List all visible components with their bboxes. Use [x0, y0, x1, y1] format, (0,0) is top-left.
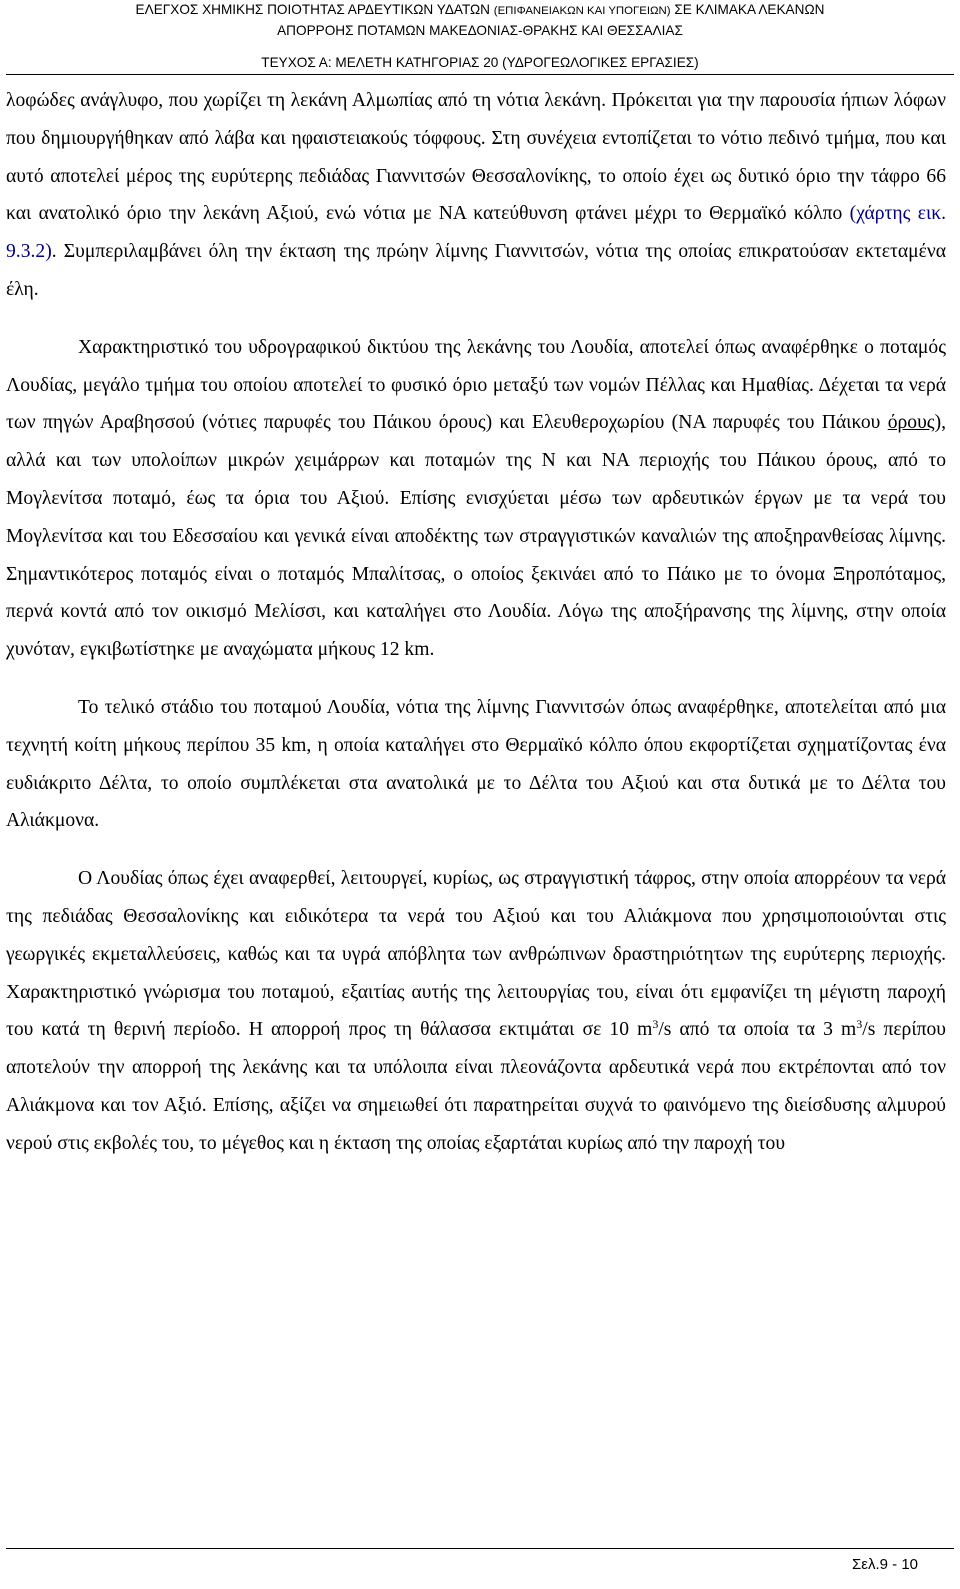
superscript-cubic: 3: [856, 1017, 863, 1032]
document-body: [6, 82, 946, 1163]
header-line-1-main: ΕΛΕΓΧΟΣ ΧΗΜΙΚΗΣ ΠΟΙΟΤΗΤΑΣ ΑΡΔΕΥΤΙΚΩΝ ΥΔΑΤΩΝ: [135, 2, 490, 17]
paragraph-1-text: λοφώδες ανάγλυφο, που χωρίζει τη λεκάνη Αλμωπίας από τη νότια λεκάνη. Πρόκειται για την παρουσία ήπιων λόφων που δημιουργήθηκαν από λάβα και ηφαιστειακούς τόφφους. Στη συνέχεια εντοπίζεται το νότιο πεδινό τμήμα, που και αυτό αποτελεί μέρος της ευρύτερης πεδιάδας Γιαννιτσών Θεσσαλονίκης, το οποίο έχει ως δυτικό όριο την τάφρο 66 και ανατολικό όριο την λεκάνη Αξιού, ενώ νότια με ΝΑ κατεύθυνση φτάνει μέχρι το Θερμαϊκό κόλπο: [6, 90, 946, 225]
map-figure-reference-link[interactable]: (χάρτης εικ. 9.3.2): [6, 203, 946, 263]
paragraph-2-text-end: αλλά και των υπολοίπων μικρών χειμάρρων και ποταμών της Ν και ΝΑ περιοχής του Πάικου όρους, από το Μογλενίτσα ποταμό, έως τα όρια του Αξιού. Επίσης ενισχύεται μέσω των αρδευτικών έργων με τα νερά του Μογλενίτσα και του Εδεσσαίου και γενικά είναι αποδέκτης των στραγγιστικών καναλιών της αποξηρανθείσας λίμνης. Σημαντικότερος ποταμός είναι ο ποταμός Μπαλίτσας, ο οποίος ξεκινάει από το Πάικο με το όνομα Ξηροπόταμος, περνά κοντά από τον οικισμό Μελίσσι, και καταλήγει στο Λουδία. Λόγω της αποξήρανσης της λίμνης, στην οποία χυνόταν, εγκιβωτίστηκε με αναχώματα μήκους 12 km.: [6, 450, 946, 661]
header-line-1: [0, 0, 960, 21]
paragraph-1-text-end: . Συμπεριλαμβάνει όλη την έκταση της πρώην λίμνης Γιαννιτσών, νότια της οποίας επικρατούσαν εκτεταμένα έλη.: [6, 241, 946, 300]
header-line-1-end: ΣΕ ΚΛΙΜΑΚΑ ΛΕΚΑΝΩΝ: [674, 2, 825, 17]
header-line-3: ΤΕΥΧΟΣ Α: ΜΕΛΕΤΗ ΚΑΤΗΓΟΡΙΑΣ 20 (ΥΔΡΟΓΕΩΛΟΓΙΚΕΣ ΕΡΓΑΣΙΕΣ): [261, 55, 699, 70]
header-line-1-subtitle: (ΕΠΙΦΑΝΕΙΑΚΩΝ ΚΑΙ ΥΠΟΓΕΙΩΝ): [493, 5, 671, 17]
header-divider: [6, 74, 954, 75]
paragraph-2: [6, 329, 946, 669]
footer-divider: [6, 1548, 954, 1549]
header-line-2: ΑΠΟΡΡΟΗΣ ΠΟΤΑΜΩΝ ΜΑΚΕΔΟΝΙΑΣ-ΘΡΑΚΗΣ ΚΑΙ ΘΕΣΣΑΛΙΑΣ: [277, 23, 683, 38]
paragraph-4-text: Ο Λουδίας όπως έχει αναφερθεί, λειτουργεί, κυρίως, ως στραγγιστική τάφρος, στην οποία απορρέουν τα νερά της πεδιάδας Θεσσαλονίκης και ειδικότερα τα νερά του Αξιού και του Αλιάκμονα που χρησιμοποιούνται στις γεωργικές εκμεταλλεύσεις, καθώς και τα υγρά απόβλητα των ανθρώπινων δραστηριότητων της ευρύτερης περιοχής. Χαρακτηριστικό γνώρισμα του ποταμού, εξαιτίας αυτής της λειτουργίας του, είναι ότι εμφανίζει τη μέγιστη παροχή του κατά τη θερινή περίοδο. Η απορροή προς τη θάλασσα εκτιμάται σε 10 m: [6, 868, 946, 1041]
superscript-cubic: 3: [652, 1017, 659, 1032]
paragraph-2-text: Χαρακτηριστικό του υδρογραφικού δικτύου της λεκάνης του Λουδία, αποτελεί όπως αναφέρθηκε ο ποταμός Λουδίας, μεγάλο τμήμα του οποίου αποτελεί το φυσικό όριο μεταξύ των νομών Πέλλας και Ημαθίας. Δέχεται τα νερά των πηγών Αραβησσού (νότιες παρυφές του Πάικου όρους) και Ελευθεροχωρίου (ΝΑ παρυφές του Πάικου: [6, 336, 946, 434]
paragraph-1: [6, 82, 946, 309]
running-header: [0, 0, 960, 73]
paragraph-3: Το τελικό στάδιο του ποταμού Λουδία, νότια της λίμνης Γιαννιτσών όπως αναφέρθηκε, αποτελείται από μια τεχνητή κοίτη μήκους περίπου 35 km, η οποία καταλήγει στο Θερμαϊκό κόλπο όπου εκφορτίζεται σχηματίζοντας ένα ευδιάκριτο Δέλτα, το οποίο συμπλέκεται στα ανατολικά με το Δέλτα του Αξιού και στα δυτικά με το Δέλτα του Αλιάκμονα.: [6, 696, 946, 832]
paragraph-4-text-mid: /s από τα οποία τα 3 m: [658, 1019, 857, 1041]
paragraph-2-underlined-text: όρους),: [887, 412, 946, 434]
page-number: Σελ.9 - 10: [852, 1556, 918, 1573]
paragraph-4-text-end: /s περίπου αποτελούν την απορροή της λεκάνης και τα υπόλοιπα είναι πλεονάζοντα αρδευτικά νερά που εκτρέπονται από τον Αλιάκμονα και τον Αξιό. Επίσης, αξίζει να σημειωθεί ότι παρατηρείται συχνά το φαινόμενο της διείσδυσης αλμυρού νερού στις εκβολές του, το μέγεθος και η έκταση της οποίας εξαρτάται κυρίως από την παροχή του: [6, 1019, 947, 1154]
paragraph-4: [6, 860, 946, 1162]
